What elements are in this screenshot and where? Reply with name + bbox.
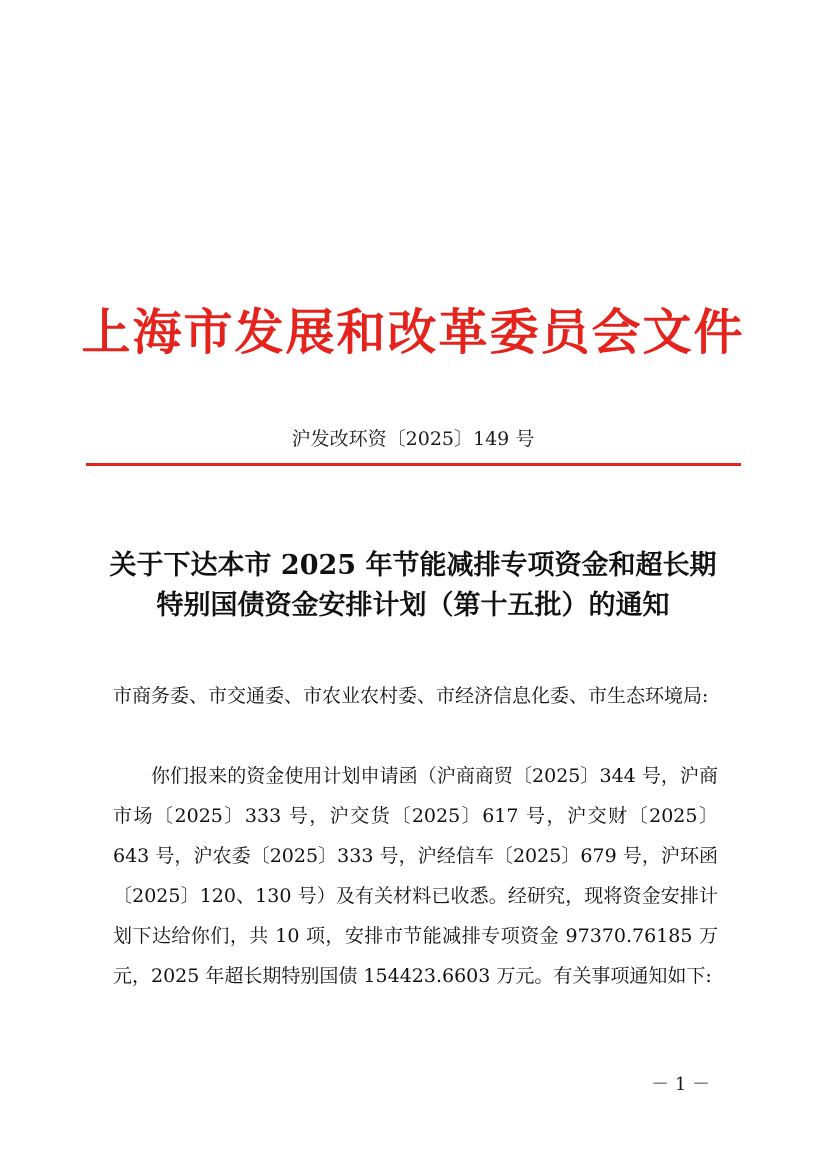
document-title xyxy=(60,546,766,626)
page-number: － 1 － xyxy=(651,1074,710,1095)
recipients-line: 市商务委、市交通委、市农业农村委、市经济信息化委、市生态环境局: xyxy=(113,685,709,707)
title-line-2: 特别国债资金安排计划（第十五批）的通知 xyxy=(156,590,670,621)
red-separator-line xyxy=(86,463,741,466)
issuing-authority-masthead: 上海市发展和改革委员会文件 xyxy=(81,303,745,361)
title-line-1: 关于下达本市 2025 年节能减排专项资金和超长期 xyxy=(109,550,717,581)
body-paragraph: 你们报来的资金使用计划申请函（沪商商贸〔2025〕344 号，沪商市场〔2025〕333 号，沪交货〔2025〕617 号，沪交财〔2025〕643 号，沪农委〔2025〕333 号，沪经信车〔2025〕679 号，沪环函〔2025〕120、130 号）及有关材料已收悉。经研究，现将资金安排计划下达给你们，共 10 项，安排市节能减排专项资金 97370.76185 万元，2025 年超长期特别国债 154423.6603 万元。有关事项通知如下: xyxy=(113,765,718,987)
document-number: 沪发改环资〔2025〕149 号 xyxy=(291,428,535,450)
